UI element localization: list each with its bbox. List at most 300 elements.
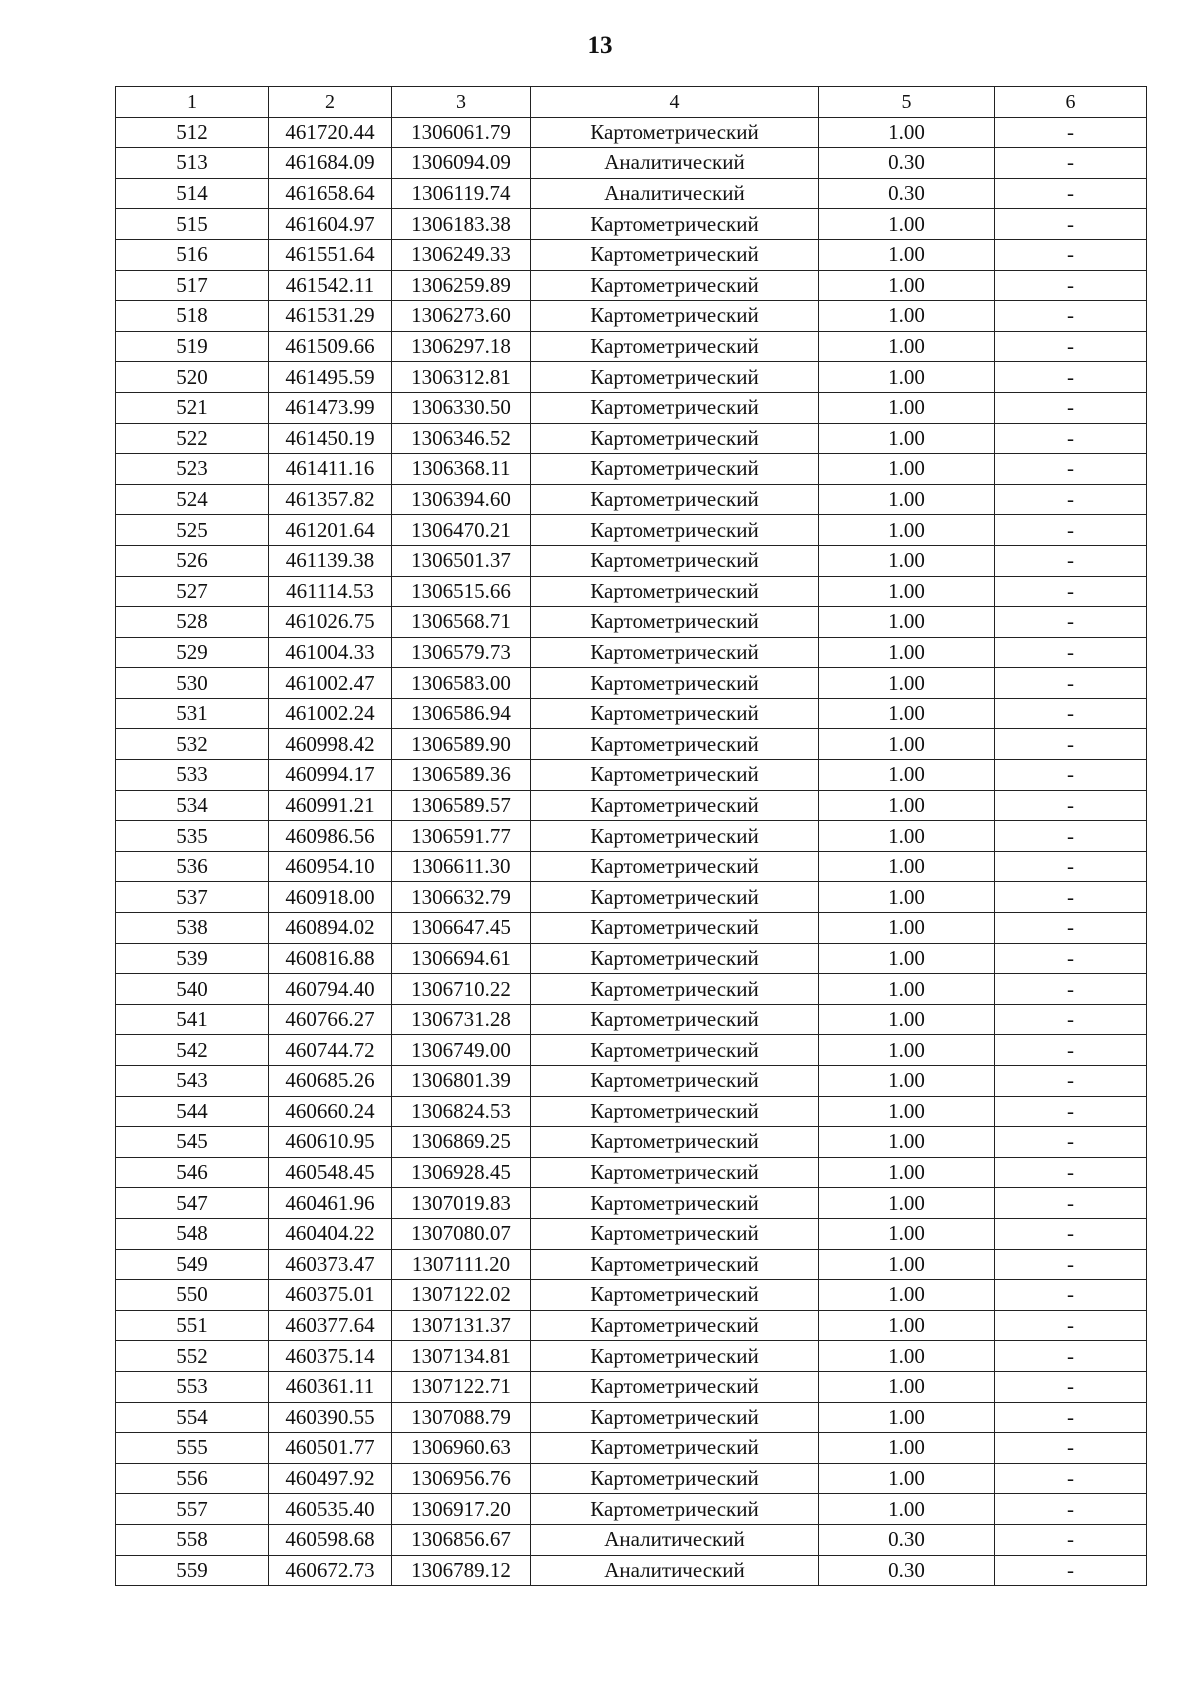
point-number-cell: 544 <box>116 1096 269 1127</box>
x-coordinate-cell: 460991.21 <box>269 790 392 821</box>
point-number-cell: 548 <box>116 1218 269 1249</box>
table-row <box>116 668 1147 699</box>
description-cell: - <box>995 270 1147 301</box>
y-coordinate-cell: 1306394.60 <box>392 484 531 515</box>
table-row <box>116 454 1147 485</box>
table-row <box>116 1524 1147 1555</box>
header-cell: 3 <box>392 87 531 118</box>
accuracy-cell: 1.00 <box>819 545 995 576</box>
table-body <box>116 87 1147 1586</box>
accuracy-cell: 1.00 <box>819 790 995 821</box>
point-number-cell: 540 <box>116 974 269 1005</box>
method-cell: Картометрический <box>531 882 819 913</box>
point-number-cell: 525 <box>116 515 269 546</box>
point-number-cell: 556 <box>116 1463 269 1494</box>
y-coordinate-cell: 1307111.20 <box>392 1249 531 1280</box>
point-number-cell: 536 <box>116 851 269 882</box>
table-row <box>116 576 1147 607</box>
y-coordinate-cell: 1306589.57 <box>392 790 531 821</box>
point-number-cell: 557 <box>116 1494 269 1525</box>
point-number-cell: 535 <box>116 821 269 852</box>
x-coordinate-cell: 460548.45 <box>269 1157 392 1188</box>
method-cell: Картометрический <box>531 1004 819 1035</box>
y-coordinate-cell: 1307122.71 <box>392 1371 531 1402</box>
y-coordinate-cell: 1306710.22 <box>392 974 531 1005</box>
description-cell: - <box>995 148 1147 179</box>
table-row <box>116 148 1147 179</box>
x-coordinate-cell: 460986.56 <box>269 821 392 852</box>
accuracy-cell: 1.00 <box>819 851 995 882</box>
y-coordinate-cell: 1307131.37 <box>392 1310 531 1341</box>
y-coordinate-cell: 1306183.38 <box>392 209 531 240</box>
method-cell: Картометрический <box>531 1127 819 1158</box>
x-coordinate-cell: 461026.75 <box>269 607 392 638</box>
accuracy-cell: 1.00 <box>819 117 995 148</box>
point-number-cell: 523 <box>116 454 269 485</box>
table-row <box>116 790 1147 821</box>
description-cell: - <box>995 698 1147 729</box>
table-row <box>116 209 1147 240</box>
x-coordinate-cell: 460816.88 <box>269 943 392 974</box>
description-cell: - <box>995 607 1147 638</box>
table-row <box>116 1280 1147 1311</box>
description-cell: - <box>995 454 1147 485</box>
x-coordinate-cell: 460390.55 <box>269 1402 392 1433</box>
point-number-cell: 552 <box>116 1341 269 1372</box>
x-coordinate-cell: 461473.99 <box>269 392 392 423</box>
y-coordinate-cell: 1306928.45 <box>392 1157 531 1188</box>
method-cell: Картометрический <box>531 1249 819 1280</box>
x-coordinate-cell: 460998.42 <box>269 729 392 760</box>
point-number-cell: 538 <box>116 913 269 944</box>
accuracy-cell: 1.00 <box>819 607 995 638</box>
accuracy-cell: 1.00 <box>819 1218 995 1249</box>
y-coordinate-cell: 1306061.79 <box>392 117 531 148</box>
accuracy-cell: 1.00 <box>819 1004 995 1035</box>
x-coordinate-cell: 460894.02 <box>269 913 392 944</box>
y-coordinate-cell: 1307122.02 <box>392 1280 531 1311</box>
x-coordinate-cell: 461357.82 <box>269 484 392 515</box>
method-cell: Картометрический <box>531 1433 819 1464</box>
y-coordinate-cell: 1306501.37 <box>392 545 531 576</box>
x-coordinate-cell: 460744.72 <box>269 1035 392 1066</box>
description-cell: - <box>995 1127 1147 1158</box>
point-number-cell: 531 <box>116 698 269 729</box>
method-cell: Картометрический <box>531 607 819 638</box>
method-cell: Картометрический <box>531 1463 819 1494</box>
y-coordinate-cell: 1306589.90 <box>392 729 531 760</box>
x-coordinate-cell: 461002.24 <box>269 698 392 729</box>
point-number-cell: 537 <box>116 882 269 913</box>
y-coordinate-cell: 1306589.36 <box>392 760 531 791</box>
y-coordinate-cell: 1306591.77 <box>392 821 531 852</box>
table-row <box>116 1433 1147 1464</box>
point-number-cell: 545 <box>116 1127 269 1158</box>
y-coordinate-cell: 1306856.67 <box>392 1524 531 1555</box>
method-cell: Картометрический <box>531 515 819 546</box>
header-cell: 2 <box>269 87 392 118</box>
point-number-cell: 512 <box>116 117 269 148</box>
method-cell: Картометрический <box>531 851 819 882</box>
description-cell: - <box>995 1494 1147 1525</box>
accuracy-cell: 1.00 <box>819 1188 995 1219</box>
description-cell: - <box>995 637 1147 668</box>
table-row <box>116 1402 1147 1433</box>
point-number-cell: 543 <box>116 1066 269 1097</box>
point-number-cell: 547 <box>116 1188 269 1219</box>
description-cell: - <box>995 1341 1147 1372</box>
y-coordinate-cell: 1306956.76 <box>392 1463 531 1494</box>
x-coordinate-cell: 460373.47 <box>269 1249 392 1280</box>
y-coordinate-cell: 1306824.53 <box>392 1096 531 1127</box>
accuracy-cell: 1.00 <box>819 913 995 944</box>
accuracy-cell: 1.00 <box>819 301 995 332</box>
x-coordinate-cell: 461411.16 <box>269 454 392 485</box>
y-coordinate-cell: 1306632.79 <box>392 882 531 913</box>
x-coordinate-cell: 460377.64 <box>269 1310 392 1341</box>
table-row <box>116 1310 1147 1341</box>
y-coordinate-cell: 1306470.21 <box>392 515 531 546</box>
method-cell: Картометрический <box>531 943 819 974</box>
accuracy-cell: 1.00 <box>819 1341 995 1372</box>
table-row <box>116 1218 1147 1249</box>
description-cell: - <box>995 1066 1147 1097</box>
point-number-cell: 550 <box>116 1280 269 1311</box>
method-cell: Картометрический <box>531 239 819 270</box>
table-row <box>116 974 1147 1005</box>
x-coordinate-cell: 460497.92 <box>269 1463 392 1494</box>
description-cell: - <box>995 1188 1147 1219</box>
method-cell: Картометрический <box>531 974 819 1005</box>
method-cell: Картометрический <box>531 1310 819 1341</box>
accuracy-cell: 1.00 <box>819 454 995 485</box>
table-row <box>116 1188 1147 1219</box>
method-cell: Картометрический <box>531 1371 819 1402</box>
table-row <box>116 301 1147 332</box>
table-row <box>116 423 1147 454</box>
x-coordinate-cell: 461002.47 <box>269 668 392 699</box>
x-coordinate-cell: 460535.40 <box>269 1494 392 1525</box>
description-cell: - <box>995 392 1147 423</box>
point-number-cell: 541 <box>116 1004 269 1035</box>
x-coordinate-cell: 461531.29 <box>269 301 392 332</box>
point-number-cell: 553 <box>116 1371 269 1402</box>
table-row <box>116 331 1147 362</box>
y-coordinate-cell: 1306731.28 <box>392 1004 531 1035</box>
method-cell: Картометрический <box>531 821 819 852</box>
table-row <box>116 698 1147 729</box>
point-number-cell: 551 <box>116 1310 269 1341</box>
x-coordinate-cell: 461450.19 <box>269 423 392 454</box>
table-row <box>116 239 1147 270</box>
y-coordinate-cell: 1306119.74 <box>392 178 531 209</box>
method-cell: Картометрический <box>531 209 819 240</box>
method-cell: Картометрический <box>531 1096 819 1127</box>
x-coordinate-cell: 460954.10 <box>269 851 392 882</box>
accuracy-cell: 1.00 <box>819 362 995 393</box>
accuracy-cell: 1.00 <box>819 882 995 913</box>
description-cell: - <box>995 301 1147 332</box>
point-number-cell: 533 <box>116 760 269 791</box>
y-coordinate-cell: 1306094.09 <box>392 148 531 179</box>
method-cell: Картометрический <box>531 545 819 576</box>
point-number-cell: 554 <box>116 1402 269 1433</box>
header-cell: 4 <box>531 87 819 118</box>
point-number-cell: 542 <box>116 1035 269 1066</box>
point-number-cell: 555 <box>116 1433 269 1464</box>
description-cell: - <box>995 1035 1147 1066</box>
method-cell: Картометрический <box>531 729 819 760</box>
description-cell: - <box>995 974 1147 1005</box>
point-number-cell: 522 <box>116 423 269 454</box>
y-coordinate-cell: 1306694.61 <box>392 943 531 974</box>
x-coordinate-cell: 460375.01 <box>269 1280 392 1311</box>
description-cell: - <box>995 362 1147 393</box>
method-cell: Картометрический <box>531 790 819 821</box>
description-cell: - <box>995 545 1147 576</box>
point-number-cell: 524 <box>116 484 269 515</box>
accuracy-cell: 1.00 <box>819 423 995 454</box>
point-number-cell: 521 <box>116 392 269 423</box>
point-number-cell: 534 <box>116 790 269 821</box>
table-row <box>116 1341 1147 1372</box>
y-coordinate-cell: 1306647.45 <box>392 913 531 944</box>
y-coordinate-cell: 1306312.81 <box>392 362 531 393</box>
table-row <box>116 1371 1147 1402</box>
point-number-cell: 515 <box>116 209 269 240</box>
accuracy-cell: 1.00 <box>819 637 995 668</box>
accuracy-cell: 1.00 <box>819 239 995 270</box>
x-coordinate-cell: 461684.09 <box>269 148 392 179</box>
header-cell: 5 <box>819 87 995 118</box>
point-number-cell: 558 <box>116 1524 269 1555</box>
description-cell: - <box>995 821 1147 852</box>
accuracy-cell: 1.00 <box>819 209 995 240</box>
method-cell: Аналитический <box>531 148 819 179</box>
x-coordinate-cell: 460361.11 <box>269 1371 392 1402</box>
x-coordinate-cell: 461201.64 <box>269 515 392 546</box>
y-coordinate-cell: 1306583.00 <box>392 668 531 699</box>
accuracy-cell: 1.00 <box>819 974 995 1005</box>
table-row <box>116 882 1147 913</box>
description-cell: - <box>995 1096 1147 1127</box>
method-cell: Картометрический <box>531 270 819 301</box>
y-coordinate-cell: 1306789.12 <box>392 1555 531 1586</box>
table-row <box>116 851 1147 882</box>
x-coordinate-cell: 461720.44 <box>269 117 392 148</box>
y-coordinate-cell: 1306579.73 <box>392 637 531 668</box>
y-coordinate-cell: 1306346.52 <box>392 423 531 454</box>
table-row <box>116 1004 1147 1035</box>
description-cell: - <box>995 668 1147 699</box>
method-cell: Картометрический <box>531 1188 819 1219</box>
accuracy-cell: 0.30 <box>819 1555 995 1586</box>
method-cell: Картометрический <box>531 637 819 668</box>
method-cell: Картометрический <box>531 301 819 332</box>
coordinates-table <box>115 86 1147 1586</box>
point-number-cell: 559 <box>116 1555 269 1586</box>
accuracy-cell: 0.30 <box>819 148 995 179</box>
table-row <box>116 545 1147 576</box>
description-cell: - <box>995 1310 1147 1341</box>
description-cell: - <box>995 331 1147 362</box>
y-coordinate-cell: 1306273.60 <box>392 301 531 332</box>
description-cell: - <box>995 851 1147 882</box>
x-coordinate-cell: 461658.64 <box>269 178 392 209</box>
y-coordinate-cell: 1306297.18 <box>392 331 531 362</box>
point-number-cell: 529 <box>116 637 269 668</box>
description-cell: - <box>995 209 1147 240</box>
y-coordinate-cell: 1306368.11 <box>392 454 531 485</box>
x-coordinate-cell: 460685.26 <box>269 1066 392 1097</box>
table-row <box>116 1066 1147 1097</box>
accuracy-cell: 1.00 <box>819 1127 995 1158</box>
point-number-cell: 518 <box>116 301 269 332</box>
accuracy-cell: 1.00 <box>819 515 995 546</box>
header-cell: 6 <box>995 87 1147 118</box>
y-coordinate-cell: 1306611.30 <box>392 851 531 882</box>
description-cell: - <box>995 1463 1147 1494</box>
accuracy-cell: 1.00 <box>819 943 995 974</box>
method-cell: Аналитический <box>531 178 819 209</box>
accuracy-cell: 1.00 <box>819 1371 995 1402</box>
description-cell: - <box>995 1280 1147 1311</box>
point-number-cell: 526 <box>116 545 269 576</box>
x-coordinate-cell: 460918.00 <box>269 882 392 913</box>
table-row <box>116 484 1147 515</box>
table-row <box>116 1157 1147 1188</box>
point-number-cell: 520 <box>116 362 269 393</box>
y-coordinate-cell: 1306515.66 <box>392 576 531 607</box>
description-cell: - <box>995 760 1147 791</box>
description-cell: - <box>995 943 1147 974</box>
y-coordinate-cell: 1306869.25 <box>392 1127 531 1158</box>
description-cell: - <box>995 1402 1147 1433</box>
method-cell: Картометрический <box>531 392 819 423</box>
x-coordinate-cell: 460766.27 <box>269 1004 392 1035</box>
point-number-cell: 539 <box>116 943 269 974</box>
description-cell: - <box>995 1157 1147 1188</box>
table-row <box>116 362 1147 393</box>
method-cell: Картометрический <box>531 1402 819 1433</box>
table-row <box>116 729 1147 760</box>
description-cell: - <box>995 178 1147 209</box>
x-coordinate-cell: 460461.96 <box>269 1188 392 1219</box>
y-coordinate-cell: 1306586.94 <box>392 698 531 729</box>
x-coordinate-cell: 460610.95 <box>269 1127 392 1158</box>
y-coordinate-cell: 1306259.89 <box>392 270 531 301</box>
x-coordinate-cell: 461114.53 <box>269 576 392 607</box>
method-cell: Картометрический <box>531 454 819 485</box>
accuracy-cell: 1.00 <box>819 1066 995 1097</box>
accuracy-cell: 1.00 <box>819 821 995 852</box>
accuracy-cell: 1.00 <box>819 331 995 362</box>
table-row <box>116 821 1147 852</box>
description-cell: - <box>995 239 1147 270</box>
point-number-cell: 516 <box>116 239 269 270</box>
point-number-cell: 514 <box>116 178 269 209</box>
table-row <box>116 270 1147 301</box>
point-number-cell: 546 <box>116 1157 269 1188</box>
method-cell: Картометрический <box>531 331 819 362</box>
table-row <box>116 607 1147 638</box>
method-cell: Картометрический <box>531 362 819 393</box>
method-cell: Картометрический <box>531 668 819 699</box>
y-coordinate-cell: 1306960.63 <box>392 1433 531 1464</box>
accuracy-cell: 1.00 <box>819 760 995 791</box>
point-number-cell: 530 <box>116 668 269 699</box>
table-row <box>116 760 1147 791</box>
table-row <box>116 1127 1147 1158</box>
y-coordinate-cell: 1307019.83 <box>392 1188 531 1219</box>
x-coordinate-cell: 461139.38 <box>269 545 392 576</box>
method-cell: Картометрический <box>531 1494 819 1525</box>
table-row <box>116 178 1147 209</box>
description-cell: - <box>995 1218 1147 1249</box>
x-coordinate-cell: 461551.64 <box>269 239 392 270</box>
description-cell: - <box>995 1004 1147 1035</box>
method-cell: Картометрический <box>531 423 819 454</box>
table-row <box>116 1035 1147 1066</box>
method-cell: Картометрический <box>531 117 819 148</box>
point-number-cell: 517 <box>116 270 269 301</box>
point-number-cell: 549 <box>116 1249 269 1280</box>
accuracy-cell: 0.30 <box>819 178 995 209</box>
method-cell: Картометрический <box>531 1280 819 1311</box>
y-coordinate-cell: 1306749.00 <box>392 1035 531 1066</box>
description-cell: - <box>995 729 1147 760</box>
x-coordinate-cell: 460598.68 <box>269 1524 392 1555</box>
table-row <box>116 1555 1147 1586</box>
description-cell: - <box>995 1249 1147 1280</box>
table-row <box>116 637 1147 668</box>
description-cell: - <box>995 117 1147 148</box>
method-cell: Картометрический <box>531 1157 819 1188</box>
accuracy-cell: 1.00 <box>819 1035 995 1066</box>
point-number-cell: 527 <box>116 576 269 607</box>
accuracy-cell: 1.00 <box>819 1463 995 1494</box>
accuracy-cell: 1.00 <box>819 698 995 729</box>
x-coordinate-cell: 460404.22 <box>269 1218 392 1249</box>
accuracy-cell: 1.00 <box>819 1249 995 1280</box>
method-cell: Картометрический <box>531 698 819 729</box>
method-cell: Картометрический <box>531 1035 819 1066</box>
accuracy-cell: 1.00 <box>819 668 995 699</box>
method-cell: Картометрический <box>531 576 819 607</box>
table-row <box>116 1494 1147 1525</box>
method-cell: Картометрический <box>531 1341 819 1372</box>
x-coordinate-cell: 460501.77 <box>269 1433 392 1464</box>
accuracy-cell: 1.00 <box>819 392 995 423</box>
method-cell: Аналитический <box>531 1555 819 1586</box>
y-coordinate-cell: 1306801.39 <box>392 1066 531 1097</box>
x-coordinate-cell: 460794.40 <box>269 974 392 1005</box>
table-row <box>116 1463 1147 1494</box>
accuracy-cell: 1.00 <box>819 1280 995 1311</box>
accuracy-cell: 1.00 <box>819 1494 995 1525</box>
y-coordinate-cell: 1306568.71 <box>392 607 531 638</box>
description-cell: - <box>995 484 1147 515</box>
description-cell: - <box>995 515 1147 546</box>
point-number-cell: 528 <box>116 607 269 638</box>
table-row <box>116 1096 1147 1127</box>
x-coordinate-cell: 460672.73 <box>269 1555 392 1586</box>
accuracy-cell: 1.00 <box>819 729 995 760</box>
table-row <box>116 913 1147 944</box>
point-number-cell: 532 <box>116 729 269 760</box>
description-cell: - <box>995 913 1147 944</box>
y-coordinate-cell: 1306917.20 <box>392 1494 531 1525</box>
